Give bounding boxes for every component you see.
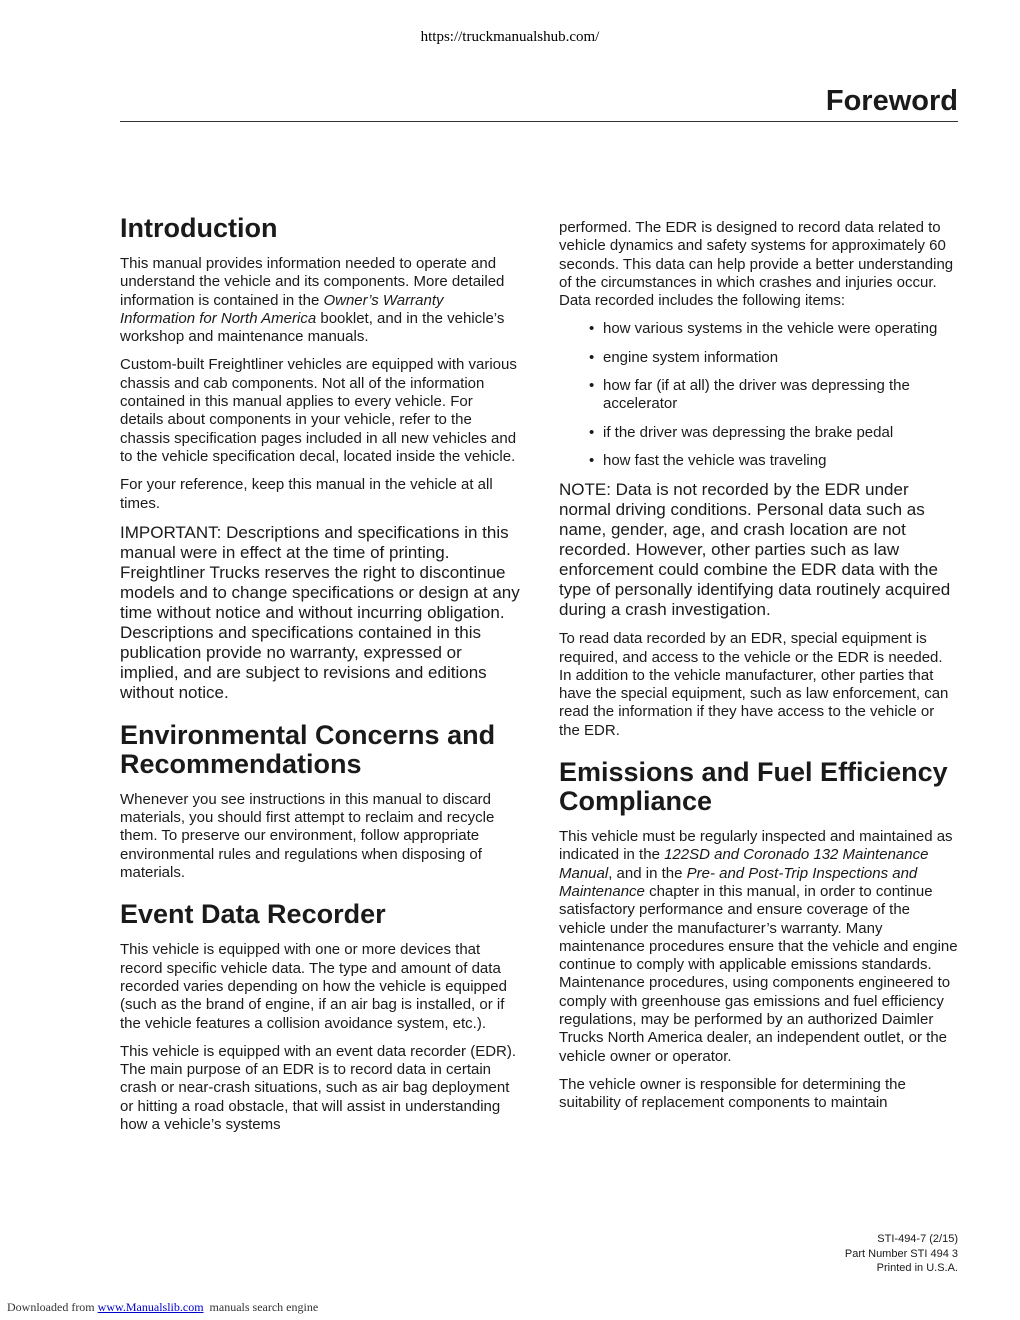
- bullet-icon: •: [589, 348, 595, 366]
- page-title: Foreword: [825, 85, 958, 117]
- list-item: • how far (if at all) the driver was depressing the accelerator: [589, 377, 910, 413]
- bullet-icon: •: [589, 451, 595, 469]
- manualslib-link[interactable]: www.Manualslib.com: [97, 1300, 204, 1314]
- left-column: [120, 214, 520, 1144]
- bullet-icon: •: [589, 320, 595, 338]
- edr-note: NOTE: Data is not recorded by the EDR under normal driving conditions. Personal data such as name, gender, age, and crash location are not recorded. However, other parties such as law enforcement could combine the EDR data with the type of personally identifying data routinely acquired during a crash investigation.: [559, 480, 951, 620]
- edr-paragraph-2: This vehicle is equipped with an event data recorder (EDR). The main purpose of an EDR is to record data in certain crash or near-crash situations, such as air bag deployment or hitting a road obstacle, that will assist in understanding how a vehicle’s systems: [120, 1042, 517, 1134]
- intro-p1-text-b: booklet, and in the vehicle’s workshop and maintenance manuals.: [120, 309, 505, 346]
- edr-heading: Event Data Recorder: [120, 899, 386, 930]
- emissions-heading: Emissions and Fuel Efficiency Compliance: [559, 757, 948, 817]
- header-url: https://truckmanualshub.com/: [420, 29, 600, 45]
- intro-p1-booklet-title: Owner’s Warranty Information for North America: [120, 291, 444, 327]
- title-divider: [120, 121, 958, 122]
- edr-read-paragraph: To read data recorded by an EDR, special equipment is required, and access to the vehicle or the EDR is needed. In addition to the vehicle manufacturer, other parties that have the special equipment, such as law enforcement, can read the information if they have access to the vehicle or the EDR.: [559, 630, 949, 739]
- right-column: [559, 219, 959, 1123]
- document-codes: [845, 1232, 958, 1276]
- intro-paragraph-3: For your reference, keep this manual in the vehicle at all times.: [120, 476, 493, 512]
- maintenance-manual-title: 122SD and Coronado 132 Maintenance Manual: [559, 846, 929, 882]
- edr-paragraph-1: This vehicle is equipped with one or more devices that record specific vehicle data. The type and amount of data recorded varies depending on how the vehicle is equipped (such as the brand of engine, if an air bag is installed, or if the vehicle features a collision avoidance system, etc.).: [120, 941, 507, 1032]
- list-item: • how various systems in the vehicle were operating: [589, 320, 938, 338]
- intro-p1-text-a: This manual provides information needed to operate and understand the vehicle and its components. More detailed information is contained in the: [120, 255, 505, 309]
- important-notice: IMPORTANT: Descriptions and specifications in this manual were in effect at the time of printing. Freightliner Trucks reserves the right to discontinue models and to change specifications or design at any time without notice and without incurring obligation. Descriptions and specifications contained in this publication provide no warranty, expressed or implied, and are subject to revisions and editions without notice.: [120, 522, 520, 702]
- bullet-icon: •: [589, 377, 595, 395]
- download-credit: Downloaded from www.Manualslib.com manuals search engine: [7, 1300, 319, 1314]
- edr-continued-paragraph: performed. The EDR is designed to record data related to vehicle dynamics and safety systems for approximately 60 seconds. This data can help provide a better understanding of the circumstances in which crashes and injuries occur. Data recorded includes the following items:: [559, 219, 954, 310]
- sti-code: STI-494-7 (2/15): [877, 1233, 958, 1245]
- introduction-heading: Introduction: [120, 213, 278, 243]
- intro-paragraph-1: [120, 255, 520, 346]
- edr-data-list: [559, 320, 959, 470]
- bullet-icon: •: [589, 423, 595, 441]
- list-item: • how fast the vehicle was traveling: [589, 451, 827, 469]
- printed-in: Printed in U.S.A.: [876, 1262, 958, 1274]
- emissions-paragraph-2: The vehicle owner is responsible for determining the suitability of replacement components to maintain: [559, 1075, 906, 1112]
- list-item: • if the driver was depressing the brake pedal: [589, 423, 894, 441]
- environmental-paragraph: Whenever you see instructions in this manual to discard materials, you should first attempt to reclaim and recycle them. To preserve our environment, follow appropriate environmental rules and regulations when disposing of materials.: [120, 790, 495, 882]
- chapter-title: Pre- and Post-Trip Inspections and Maintenance: [559, 864, 918, 900]
- emissions-paragraph-1: This vehicle must be regularly inspected and maintained as indicated in the 122SD and Coronado 132 Maintenance Manual, and in the Pre- and Post-Trip Inspections and Maintenance chapter in this manual, in order to continue satisfactory performance and ensure coverage of the vehicle under the manufacturer’s warranty. Many maintenance procedures ensure that the vehicle and engine continue to comply with applicable emissions standards. Maintenance procedures, using components engineered to comply with greenhouse gas emissions and fuel efficiency regulations, may be performed by an authorized Daimler Trucks North America dealer, an independent outlet, or the vehicle owner or operator.: [559, 828, 958, 1065]
- part-number: Part Number STI 494 3: [844, 1247, 958, 1260]
- environmental-heading: Environmental Concerns and Recommendations: [120, 719, 496, 779]
- intro-paragraph-2: Custom-built Freightliner vehicles are equipped with various chassis and cab components. Not all of the information contained in this manual applies to every vehicle. For details about components in your vehicle, refer to the chassis specification pages included in all new vehicles and to the vehicle specification decal, located inside the vehicle.: [120, 356, 517, 465]
- list-item: • engine system information: [589, 348, 779, 366]
